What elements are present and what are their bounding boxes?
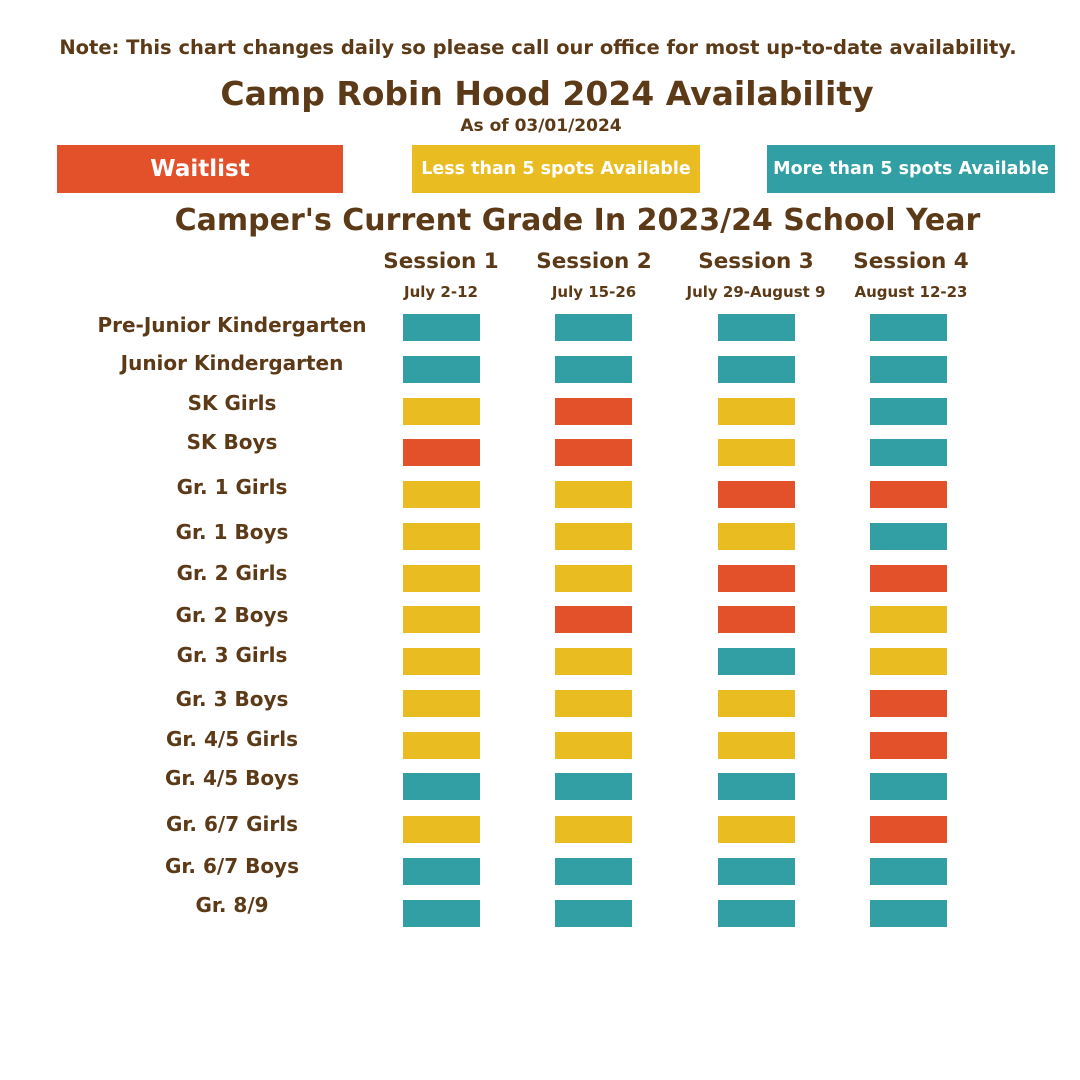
grade-label: Gr. 3 Girls (176, 643, 288, 667)
availability-cell (718, 858, 795, 885)
grade-label: Gr. 6/7 Boys (164, 854, 299, 878)
availability-cell (555, 565, 632, 592)
availability-cell (870, 523, 947, 550)
grade-label: Gr. 8/9 (195, 893, 269, 917)
availability-cell (403, 481, 480, 508)
availability-cell (870, 690, 947, 717)
availability-cell (718, 439, 795, 466)
availability-cell (870, 648, 947, 675)
availability-cell (870, 565, 947, 592)
availability-cell (718, 773, 795, 800)
session-header-2: Session 2 (536, 249, 652, 274)
availability-cell (555, 816, 632, 843)
availability-cell (403, 606, 480, 633)
availability-cell (718, 314, 795, 341)
availability-cell (718, 565, 795, 592)
grade-label: Gr. 1 Boys (175, 520, 289, 544)
availability-cell (555, 439, 632, 466)
availability-cell (403, 858, 480, 885)
availability-cell (403, 439, 480, 466)
grade-label: Gr. 1 Girls (176, 475, 288, 499)
availability-cell (555, 732, 632, 759)
availability-cell (555, 523, 632, 550)
availability-cell (870, 816, 947, 843)
availability-cell (870, 773, 947, 800)
legend-less-than-5 (412, 145, 700, 193)
session-dates-3: July 29-August 9 (686, 283, 826, 301)
legend-more-than-5 (767, 145, 1055, 193)
availability-note: Note: This chart changes daily so please call our office for most up-to-date availability. (59, 36, 1017, 59)
availability-cell (718, 648, 795, 675)
grade-label: Pre-Junior Kindergarten (97, 313, 367, 337)
legend-less-than-5-label: Less than 5 spots Available (421, 159, 691, 179)
availability-cell (718, 523, 795, 550)
availability-cell (403, 816, 480, 843)
availability-cell (555, 356, 632, 383)
availability-cell (403, 732, 480, 759)
availability-cell (403, 565, 480, 592)
availability-cell (555, 314, 632, 341)
availability-cell (403, 690, 480, 717)
availability-cell (718, 356, 795, 383)
grade-label: Gr. 2 Boys (175, 603, 289, 627)
legend-waitlist (57, 145, 343, 193)
availability-cell (555, 858, 632, 885)
availability-cell (403, 356, 480, 383)
availability-cell (555, 481, 632, 508)
session-dates-1: July 2-12 (404, 283, 478, 301)
availability-cell (718, 481, 795, 508)
availability-cell (555, 773, 632, 800)
availability-cell (555, 648, 632, 675)
availability-cell (403, 314, 480, 341)
grade-label: Gr. 3 Boys (175, 687, 289, 711)
availability-cell (870, 900, 947, 927)
page-title: Camp Robin Hood 2024 Availability (220, 74, 874, 113)
grade-label: Gr. 4/5 Girls (166, 727, 298, 751)
availability-cell (718, 900, 795, 927)
session-dates-2: July 15-26 (551, 283, 637, 301)
availability-cell (403, 523, 480, 550)
availability-cell (555, 398, 632, 425)
availability-cell (403, 900, 480, 927)
availability-cell (403, 773, 480, 800)
grade-label: SK Boys (186, 430, 278, 454)
grade-label: Gr. 6/7 Girls (166, 812, 298, 836)
as-of-date: As of 03/01/2024 (460, 116, 622, 136)
availability-cell (870, 314, 947, 341)
availability-cell (718, 690, 795, 717)
availability-cell (718, 732, 795, 759)
grade-label: Gr. 2 Girls (176, 561, 288, 585)
availability-cell (870, 439, 947, 466)
availability-cell (870, 481, 947, 508)
grade-label: Gr. 4/5 Boys (164, 766, 299, 790)
session-header-4: Session 4 (853, 249, 969, 274)
session-header-1: Session 1 (383, 249, 499, 274)
availability-cell (555, 606, 632, 633)
availability-cell (403, 648, 480, 675)
availability-cell (555, 690, 632, 717)
availability-cell (870, 398, 947, 425)
availability-cell (555, 900, 632, 927)
availability-cell (870, 356, 947, 383)
legend-more-than-5-label: More than 5 spots Available (773, 159, 1049, 179)
availability-cell (870, 606, 947, 633)
availability-cell (870, 858, 947, 885)
availability-cell (718, 606, 795, 633)
grade-label: SK Girls (187, 391, 277, 415)
legend-waitlist-label: Waitlist (150, 156, 250, 182)
availability-cell (718, 398, 795, 425)
session-dates-4: August 12-23 (854, 283, 968, 301)
availability-cell (870, 732, 947, 759)
availability-cell (718, 816, 795, 843)
session-header-3: Session 3 (698, 249, 814, 274)
grade-subtitle: Camper's Current Grade In 2023/24 School Year (174, 203, 981, 238)
availability-cell (403, 398, 480, 425)
grade-label: Junior Kindergarten (120, 351, 344, 375)
